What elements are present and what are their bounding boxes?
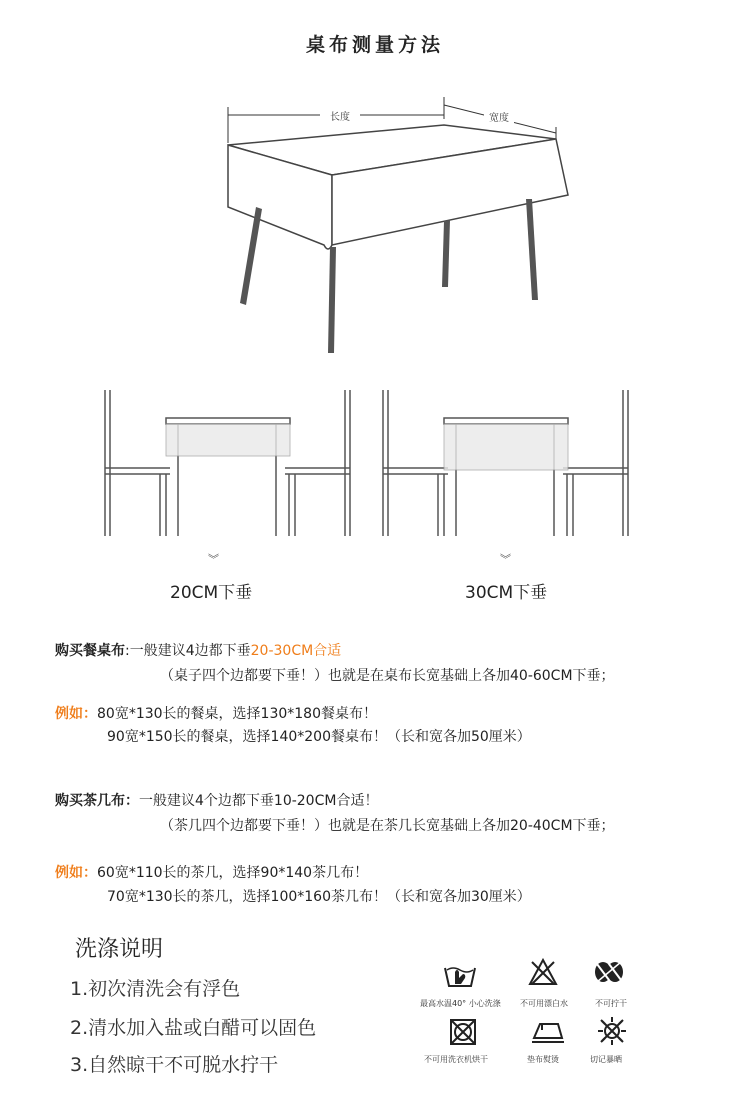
no-bleach-label: 不可用漂白水: [520, 999, 568, 1008]
no-tumble-dry-label: 不可用洗衣机烘干: [424, 1055, 488, 1064]
washing-item: 2.清水加入盐或白醋可以固色: [70, 1017, 317, 1039]
drop-20cm-caption: 20CM下垂: [170, 583, 253, 603]
coffee-label: 购买茶几布：: [55, 793, 139, 809]
dining-note: （桌子四个边都要下垂！）也就是在桌布长宽基础上各加40-60CM下垂；: [160, 668, 615, 684]
no-sun-dry-icon: [597, 1016, 627, 1046]
coffee-info: [55, 790, 378, 810]
table-measurement-diagram: [200, 95, 580, 365]
coffee-note: （茶几四个边都要下垂！）也就是在茶几长宽基础上各加20-40CM下垂；: [160, 818, 615, 834]
washing-item: 3.自然晾干不可脱水拧干: [70, 1054, 279, 1076]
dining-highlight: 20-30CM合适: [250, 643, 342, 659]
chevron-down-icon: ︾: [208, 553, 219, 566]
length-label: 长度: [330, 112, 350, 123]
coffee-text: 一般建议4个边都下垂10-20CM合适！: [139, 793, 379, 809]
chevron-down-icon: ︾: [500, 553, 511, 566]
coffee-example-1-row: [55, 862, 368, 882]
washing-item: 1.初次清洗会有浮色: [70, 978, 241, 1000]
coffee-example-1: 60宽*110长的茶几，选择90*140茶几布！: [97, 865, 369, 881]
dining-example-1-row: [55, 703, 377, 723]
dining-label: 购买餐桌布: [55, 643, 125, 659]
width-label: 宽度: [489, 113, 509, 124]
coffee-example-label: 例如：: [55, 865, 97, 881]
iron-with-cloth-label: 垫布熨烫: [527, 1055, 559, 1064]
drop-30cm-diagram: [378, 388, 638, 538]
dining-colon: :: [125, 643, 130, 659]
hand-wash-40-label: 最高水温40° 小心洗涤: [420, 999, 501, 1008]
no-wring-icon: [593, 958, 625, 986]
drop-30cm-caption: 30CM下垂: [465, 583, 548, 603]
dining-text: 一般建议4边都下垂: [129, 643, 251, 659]
hand-wash-40-icon: [443, 960, 477, 988]
washing-title: 洗涤说明: [75, 937, 164, 962]
iron-with-cloth-icon: [530, 1018, 566, 1046]
dining-example-1: 80宽*130长的餐桌，选择130*180餐桌布！: [97, 706, 377, 722]
dining-info: [55, 640, 341, 660]
page-title: 桌布测量方法: [305, 34, 444, 56]
no-tumble-dry-icon: [449, 1018, 477, 1046]
dining-example-label: 例如：: [55, 706, 97, 722]
drop-20cm-diagram: [100, 388, 360, 538]
no-wring-label: 不可拧干: [595, 999, 627, 1008]
no-bleach-icon: [528, 958, 558, 986]
dining-example-2: 90宽*150长的餐桌，选择140*200餐桌布！（长和宽各加50厘米）: [107, 729, 531, 745]
no-sun-dry-label: 切记暴晒: [590, 1055, 622, 1064]
coffee-example-2: 70宽*130长的茶几，选择100*160茶几布！（长和宽各加30厘米）: [107, 889, 531, 905]
